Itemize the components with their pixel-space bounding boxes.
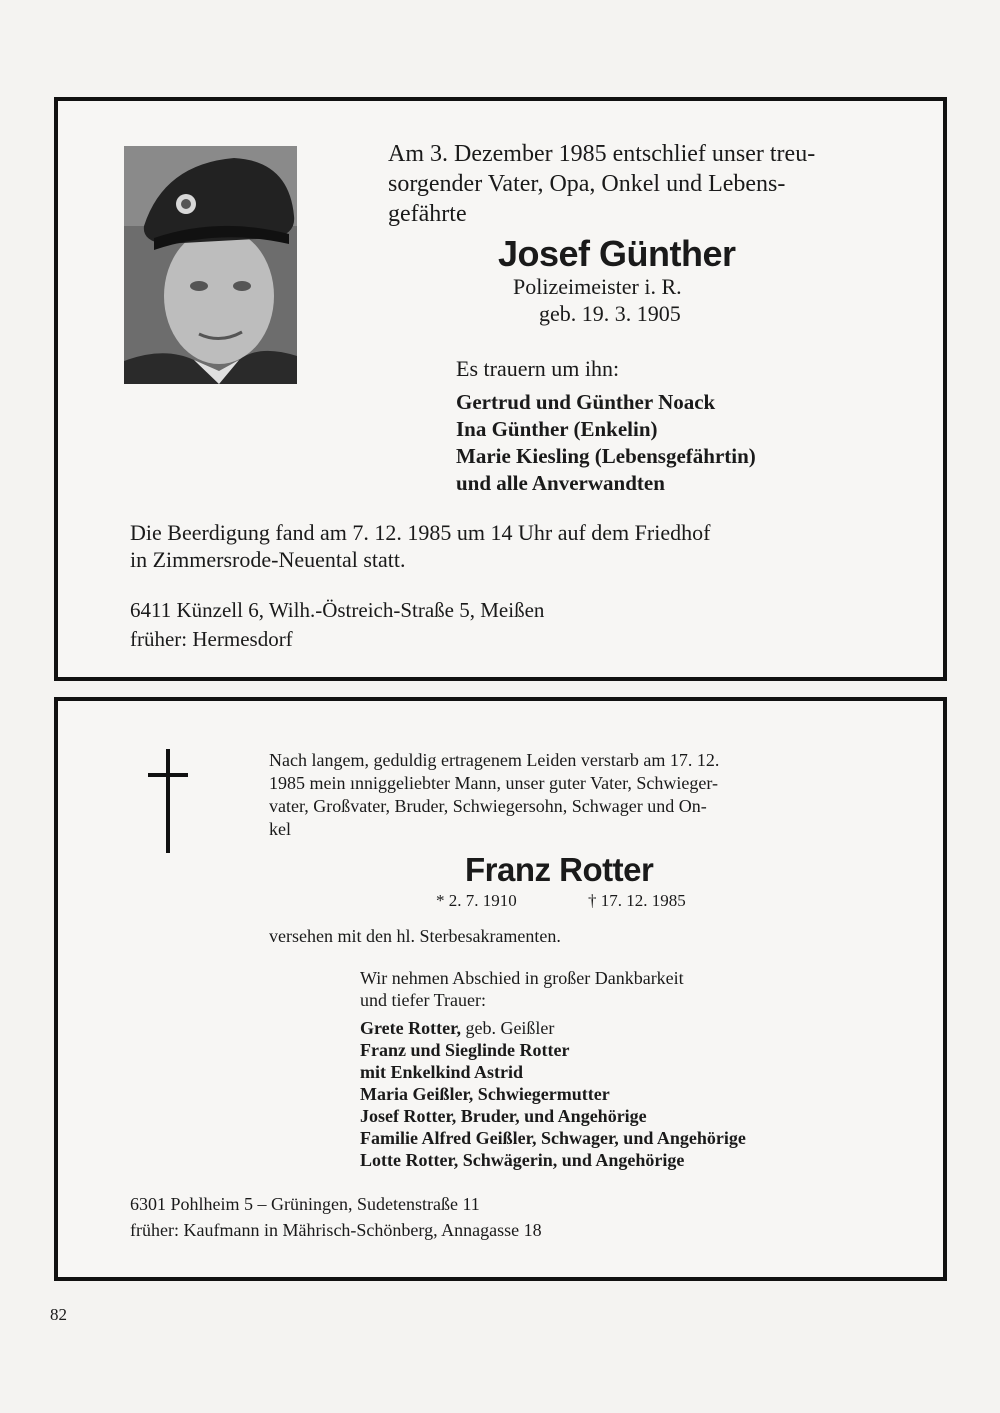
birth-date: * 2. 7. 1910: [436, 891, 517, 910]
farewell-line: und tiefer Trauer:: [360, 990, 486, 1010]
address-line: 6411 Künzell 6, Wilh.-Östreich-Straße 5, Meißen: [130, 598, 545, 622]
mourner-line: Maria Geißler, Schwiegermutter: [360, 1084, 610, 1104]
mourners-list: [360, 1017, 746, 1171]
mourner-line: und alle Anverwandten: [456, 471, 665, 495]
intro-text: [269, 749, 719, 841]
intro-text: [388, 139, 815, 229]
mourner-line: Josef Rotter, Bruder, und Angehörige: [360, 1106, 647, 1126]
mourner-line: Franz und Sieglinde Rotter: [360, 1040, 570, 1060]
intro-line: gefährte: [388, 201, 467, 227]
mourners-list: [456, 389, 756, 497]
portrait-image: [124, 146, 297, 384]
cross-icon: [148, 749, 188, 853]
farewell-line: Wir nehmen Abschied in großer Dankbarkeit: [360, 968, 684, 988]
mourner-line: Ina Günther (Enkelin): [456, 417, 658, 441]
intro-line: sorgender Vater, Opa, Onkel und Lebens-: [388, 171, 786, 197]
mourner-line: mit Enkelkind Astrid: [360, 1062, 524, 1082]
obituary-josef-guenther: [54, 97, 947, 681]
mourner-line: Lotte Rotter, Schwägerin, und Angehörige: [360, 1150, 685, 1170]
funeral-line: in Zimmersrode-Neuental statt.: [130, 547, 406, 572]
intro-line: kel: [269, 819, 291, 839]
obituary-franz-rotter: [54, 697, 947, 1281]
mourner-line: Familie Alfred Geißler, Schwager, und Angehörige: [360, 1128, 746, 1148]
intro-line: Am 3. Dezember 1985 entschlief unser treu-: [388, 141, 816, 167]
intro-line: 1985 mein ınniggeliebter Mann, unser guter Vater, Schwieger-: [269, 773, 718, 793]
mourner-name: Grete Rotter,: [360, 1018, 461, 1038]
address-line: 6301 Pohlheim 5 – Grüningen, Sudetenstraße 11: [130, 1194, 480, 1214]
deceased-name: Franz Rotter: [465, 851, 654, 888]
page-number: 82: [50, 1305, 67, 1324]
deceased-name: Josef Günther: [498, 233, 736, 274]
address-line: früher: Hermesdorf: [130, 627, 293, 651]
address-line: früher: Kaufmann in Mährisch-Schönberg, Annagasse 18: [130, 1220, 542, 1240]
mourner-line: [360, 1017, 746, 1039]
death-date: † 17. 12. 1985: [588, 891, 686, 910]
birth-date: geb. 19. 3. 1905: [539, 301, 681, 326]
intro-line: Nach langem, geduldig ertragenem Leiden verstarb am 17. 12.: [269, 750, 720, 770]
mourning-intro: Es trauern um ihn:: [456, 356, 620, 381]
funeral-line: Die Beerdigung fand am 7. 12. 1985 um 14 Uhr auf dem Friedhof: [130, 520, 711, 545]
mourner-line: Gertrud und Günther Noack: [456, 390, 716, 414]
intro-line: vater, Großvater, Bruder, Schwiegersohn, Schwager und On-: [269, 796, 707, 816]
portrait-photo: [124, 146, 297, 384]
sacraments-note: versehen mit den hl. Sterbesakramenten.: [269, 926, 561, 946]
address: [130, 596, 544, 654]
mourner-line: Marie Kiesling (Lebensgefährtin): [456, 444, 756, 468]
funeral-info: [130, 519, 710, 573]
deceased-title: Polizeimeister i. R.: [513, 274, 682, 299]
mourner-maiden-name: geb. Geißler: [460, 1018, 555, 1038]
address: [130, 1191, 542, 1243]
farewell-text: [360, 967, 684, 1011]
